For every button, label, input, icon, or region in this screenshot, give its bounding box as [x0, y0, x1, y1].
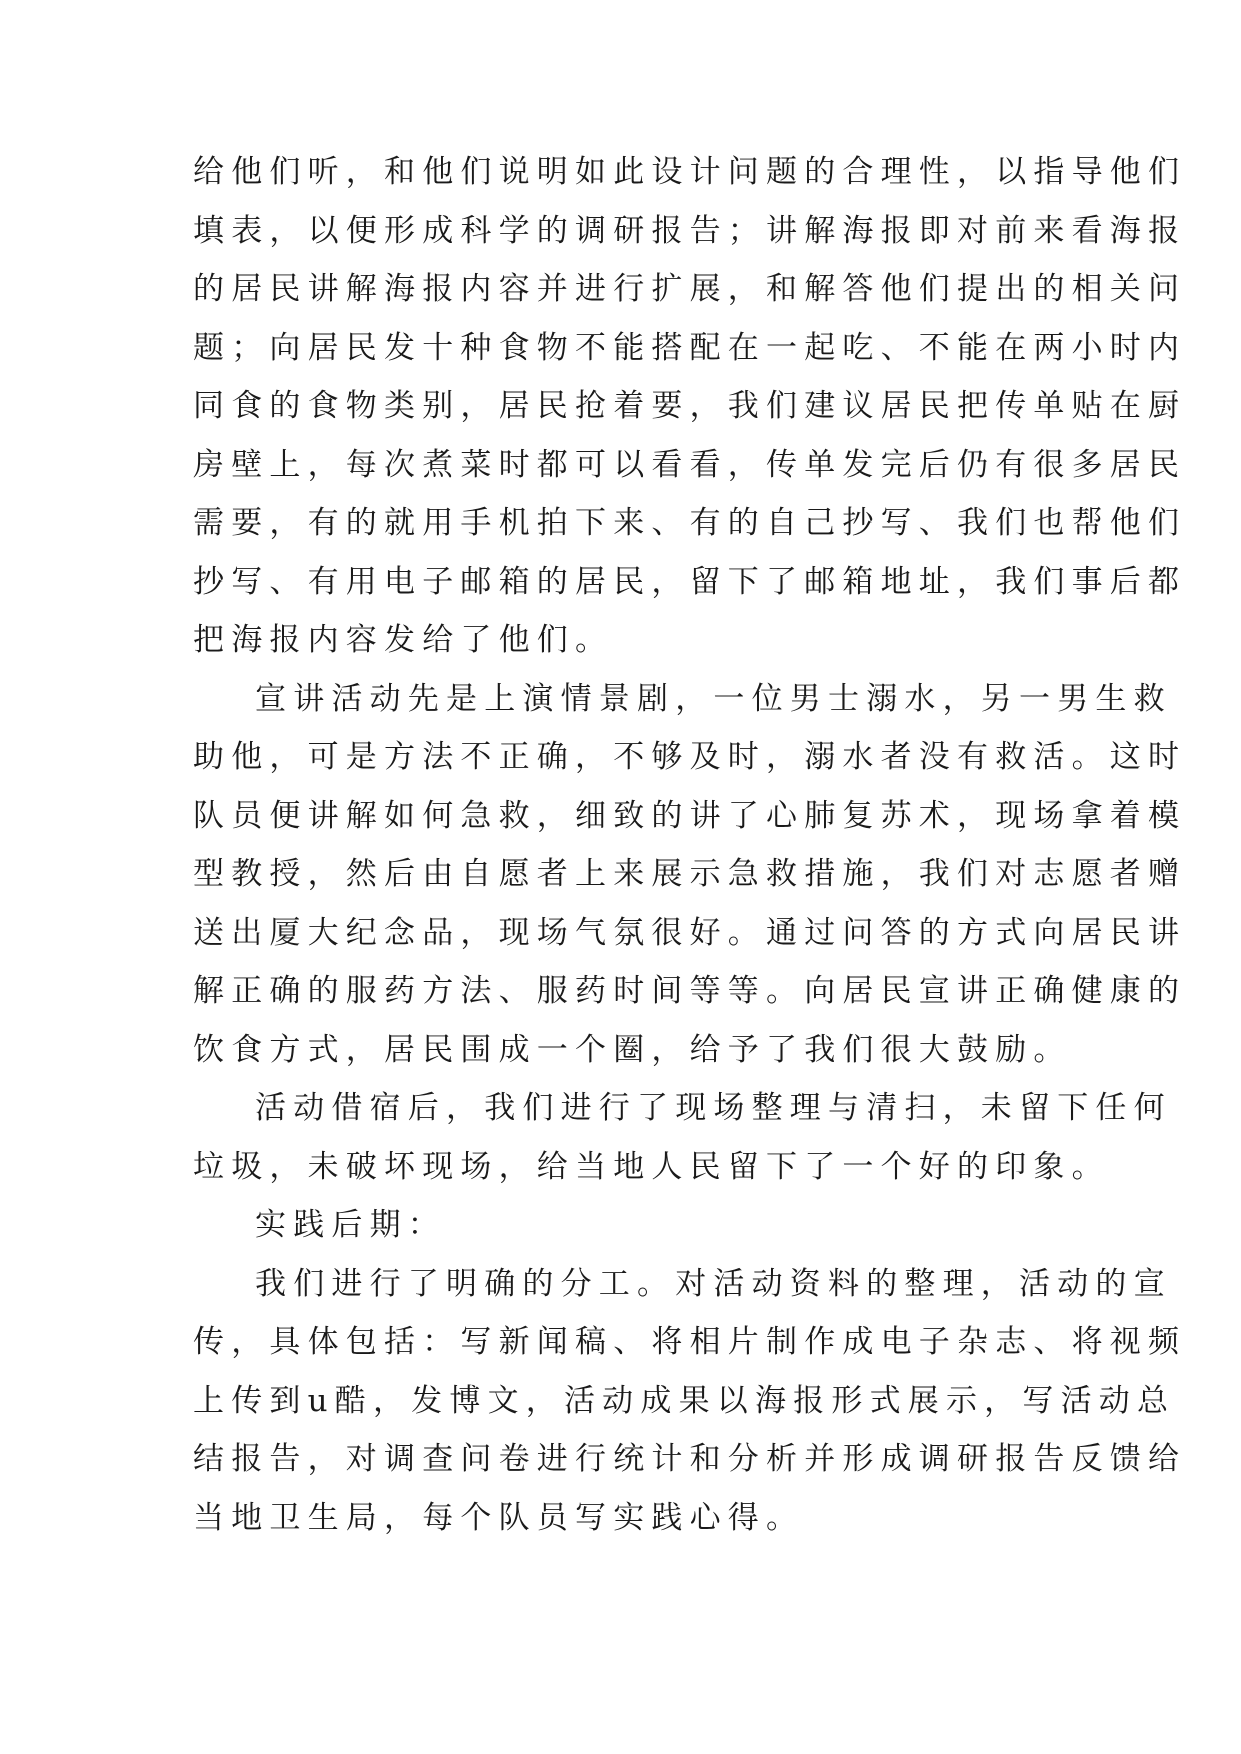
text-line: 助他，可是方法不正确，不够及时，溺水者没有救活。这时	[193, 739, 1187, 775]
text-line: 解正确的服药方法、服药时间等等。向居民宣讲正确健康的	[193, 973, 1187, 1009]
text-line: 给他们听，和他们说明如此设计问题的合理性，以指导他们	[193, 154, 1187, 190]
text-line: 同食的食物类别，居民抢着要，我们建议居民把传单贴在厨	[193, 388, 1187, 424]
text-line: 填表，以便形成科学的调研报告；讲解海报即对前来看海报	[193, 213, 1187, 249]
text-line: 当地卫生局，每个队员写实践心得。	[193, 1500, 805, 1536]
section-heading: 实践后期：	[255, 1207, 446, 1243]
text-line: 抄写、有用电子邮箱的居民，留下了邮箱地址，我们事后都	[193, 564, 1187, 600]
paragraph-first-line: 活动借宿后，我们进行了现场整理与清扫，未留下任何	[255, 1090, 1172, 1126]
text-line: 队员便讲解如何急救，细致的讲了心肺复苏术，现场拿着模	[193, 798, 1187, 834]
text-line: 把海报内容发给了他们。	[193, 622, 614, 658]
text-line: 传，具体包括：写新闻稿、将相片制作成电子杂志、将视频	[193, 1324, 1187, 1360]
text-line: 房壁上，每次煮菜时都可以看看，传单发完后仍有很多居民	[193, 447, 1187, 483]
text-line: 型教授，然后由自愿者上来展示急救措施，我们对志愿者赠	[193, 856, 1187, 892]
text-line: 送出厦大纪念品，现场气氛很好。通过问答的方式向居民讲	[193, 915, 1187, 951]
text-line: 题；向居民发十种食物不能搭配在一起吃、不能在两小时内	[193, 330, 1187, 366]
text-line: 垃圾，未破坏现场，给当地人民留下了一个好的印象。	[193, 1149, 1110, 1185]
paragraph-first-line: 宣讲活动先是上演情景剧，一位男士溺水，另一男生救	[255, 681, 1172, 717]
text-line: 结报告，对调查问卷进行统计和分析并形成调研报告反馈给	[193, 1441, 1187, 1477]
text-line: 上传到u酷，发博文，活动成果以海报形式展示，写活动总	[193, 1383, 1176, 1419]
paragraph-first-line: 我们进行了明确的分工。对活动资料的整理，活动的宣	[255, 1266, 1172, 1302]
text-line: 饮食方式，居民围成一个圈，给予了我们很大鼓励。	[193, 1032, 1072, 1068]
text-line: 需要，有的就用手机拍下来、有的自己抄写、我们也帮他们	[193, 505, 1187, 541]
text-line: 的居民讲解海报内容并进行扩展，和解答他们提出的相关问	[193, 271, 1187, 307]
